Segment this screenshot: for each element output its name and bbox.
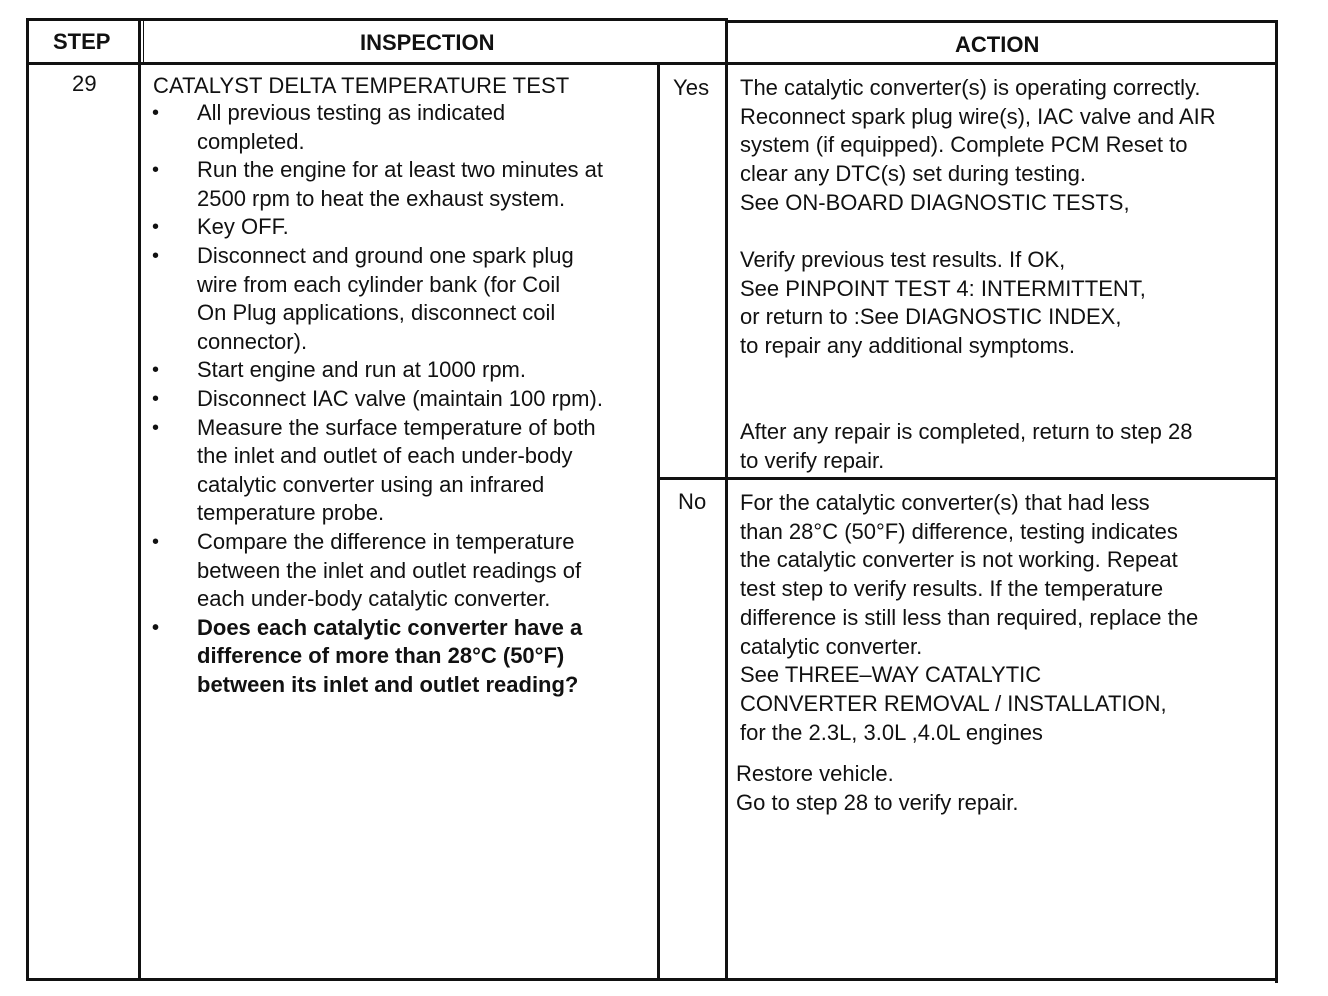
action-text-line: for the 2.3L, 3.0L ,4.0L engines <box>740 719 1043 745</box>
inspection-bullet-line: temperature probe. <box>197 500 385 526</box>
action-text-line: clear any DTC(s) set during testing. <box>740 161 1087 187</box>
inspection-title: CATALYST DELTA TEMPERATURE TEST <box>153 73 570 98</box>
action-text-line: See ON-BOARD DIAGNOSTIC TESTS, <box>740 189 1130 215</box>
action-text-line: See PINPOINT TEST 4: INTERMITTENT, <box>740 275 1146 301</box>
inspection-bullet-item <box>152 213 656 242</box>
no-action-paragraph-1 <box>740 489 1198 747</box>
action-text-line: After any repair is completed, return to step 28 <box>740 419 1193 444</box>
yes-action-paragraph-2 <box>740 246 1146 361</box>
inspection-bullet-line: catalytic converter using an infrared <box>197 471 545 497</box>
action-text-line: to verify repair. <box>740 447 885 473</box>
inspection-bullet-item <box>152 528 656 614</box>
inspection-bullet-line: connector). <box>197 328 308 354</box>
yes-action-paragraph-1 <box>740 74 1216 218</box>
yes-label: Yes <box>673 75 710 100</box>
action-text-line: than 28°C (50°F) difference, testing indicates <box>740 518 1178 544</box>
inspection-bullet-line: • Run the engine for at least two minutes at <box>197 157 604 183</box>
action-text-line: the catalytic converter is not working. Repeat <box>740 547 1178 573</box>
step-column-divider <box>138 18 141 981</box>
action-column-divider <box>725 18 728 981</box>
action-text-line: For the catalytic converter(s) that had less <box>740 490 1150 515</box>
table-right-border <box>1275 20 1278 983</box>
inspection-bullet-line: difference of more than 28°C (50°F) <box>197 643 565 669</box>
action-text-line: Go to step 28 to verify repair. <box>736 789 1019 815</box>
inspection-bullet-line: • Compare the difference in temperature <box>197 528 575 554</box>
table-top-border-right <box>727 20 1278 23</box>
inspection-bullet-line: On Plug applications, disconnect coil <box>197 300 556 326</box>
inspection-bullet-item <box>152 356 656 385</box>
action-text-line: The catalytic converter(s) is operating correctly. <box>740 75 1201 100</box>
inspection-bullet-line: • Key OFF. <box>197 214 289 240</box>
inspection-bullet-line: • Disconnect IAC valve (maintain 100 rpm). <box>197 385 603 411</box>
inspection-bullet-item <box>152 242 656 356</box>
inspection-bullet-line: completed. <box>197 128 305 154</box>
action-text-line: catalytic converter. <box>740 633 923 659</box>
action-header: ACTION <box>955 32 1040 57</box>
table-top-border-left <box>26 18 728 21</box>
step-number: 29 <box>72 71 97 96</box>
inspection-bullet-line: 2500 rpm to heat the exhaust system. <box>197 185 566 211</box>
inspection-bullet-line: wire from each cylinder bank (for Coil <box>197 271 561 297</box>
inspection-bullet-line: • All previous testing as indicated <box>197 100 506 125</box>
action-text-line: Reconnect spark plug wire(s), IAC valve and AIR <box>740 103 1216 129</box>
inspection-bullet-line: between the inlet and outlet readings of <box>197 557 582 583</box>
inspection-column-divider <box>657 64 660 981</box>
table-bottom-border <box>26 978 1278 981</box>
header-row-divider <box>26 62 1278 65</box>
action-text-line: test step to verify results. If the temperature <box>740 576 1164 602</box>
step-header: STEP <box>53 29 111 54</box>
yes-no-row-divider <box>659 477 1278 480</box>
inspection-bullet-list <box>152 99 656 699</box>
action-text-line: Restore vehicle. <box>736 761 894 786</box>
action-text-line: CONVERTER REMOVAL / INSTALLATION, <box>740 690 1167 716</box>
inspection-bullet-line: • Does each catalytic converter have a <box>197 614 583 640</box>
inspection-bullet-item <box>152 156 656 213</box>
action-text-line: Verify previous test results. If OK, <box>740 247 1066 272</box>
yes-action-paragraph-3 <box>740 418 1192 475</box>
inspection-bullet-line: between its inlet and outlet reading? <box>197 671 579 697</box>
inspection-bullet-item <box>152 385 656 414</box>
inspection-bullet-item <box>152 99 656 156</box>
inspection-header: INSPECTION <box>360 30 495 55</box>
inspection-bullet-item <box>152 414 656 528</box>
inspection-bullet-line: • Disconnect and ground one spark plug <box>197 242 574 268</box>
inspection-bullet-line: • Measure the surface temperature of both <box>197 414 596 440</box>
inspection-bullet-line: • Start engine and run at 1000 rpm. <box>197 357 526 383</box>
inspection-bullet-item <box>152 614 656 700</box>
action-text-line: to repair any additional symptoms. <box>740 333 1076 359</box>
action-text-line: system (if equipped). Complete PCM Reset to <box>740 132 1188 158</box>
step-column-divider-inner <box>143 18 144 65</box>
action-text-line: or return to :See DIAGNOSTIC INDEX, <box>740 304 1122 330</box>
table-left-border <box>26 18 29 981</box>
action-text-line: difference is still less than required, replace the <box>740 604 1199 630</box>
inspection-bullet-line: the inlet and outlet of each under-body <box>197 443 573 469</box>
action-text-line: See THREE–WAY CATALYTIC <box>740 662 1042 688</box>
no-action-paragraph-2 <box>736 760 1018 817</box>
inspection-bullet-line: each under-body catalytic converter. <box>197 586 551 612</box>
no-label: No <box>678 489 707 514</box>
